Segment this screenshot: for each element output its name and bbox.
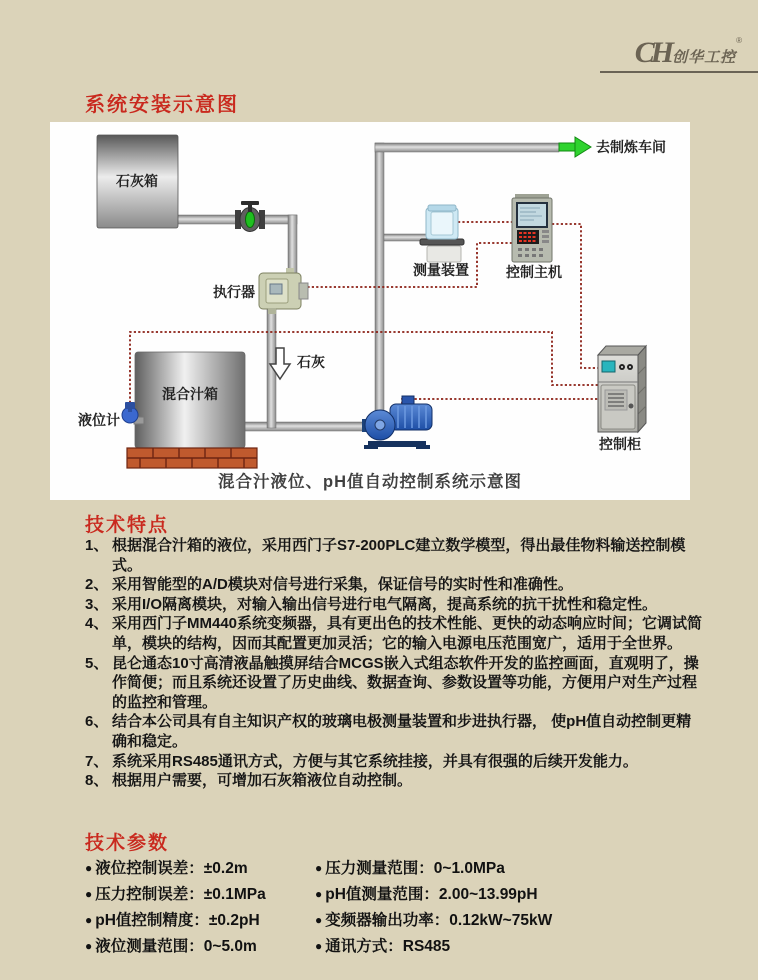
param-label: 通讯方式：	[325, 938, 403, 955]
control-cabinet	[598, 346, 646, 432]
bullet-icon: ●	[315, 913, 323, 927]
signal-host-to-cabinet	[552, 224, 598, 368]
param-value: ±0.2m	[203, 860, 248, 877]
feature-text: 昆仑通态10寸高清液晶触摸屏结合MCGS嵌入式组态软件开发的监控画面，直观明了，操作简便；而且系统还设置了历史曲线、数据查询、参数设置等功能，方便用户对生产过程的监控和管理。	[112, 654, 699, 711]
feature-item	[85, 771, 703, 791]
param-value: RS485	[402, 938, 451, 955]
param-row	[85, 856, 315, 882]
pipe-elbow-down	[288, 215, 297, 277]
feature-text: 根据用户需要，可增加石灰箱液位自动控制。	[112, 772, 413, 790]
feature-number: 4、	[85, 615, 109, 633]
feature-text: 根据混合汁箱的液位，采用西门子S7-200PLC建立数学模型，得出最佳物料输送控制模式。	[112, 537, 686, 574]
pipe-tank-to-valve	[177, 215, 241, 224]
feature-item	[85, 536, 703, 575]
param-row	[85, 934, 315, 960]
signal-host-to-actuator	[308, 243, 512, 287]
params-heading: 技术参数	[85, 833, 170, 854]
param-row	[85, 908, 315, 934]
feature-number: 2、	[85, 576, 109, 594]
feature-item	[85, 614, 703, 653]
outflow-label: 去制炼车间	[596, 139, 666, 155]
measuring-device-label: 测量装置	[413, 262, 469, 278]
signal-pump-to-cabinet	[402, 399, 598, 404]
feature-number: 1、	[85, 537, 109, 554]
valve	[235, 201, 265, 232]
param-row	[315, 882, 685, 908]
control-cabinet-label: 控制柜	[599, 436, 641, 452]
feature-text: 结合本公司具有自主知识产权的玻璃电极测量装置和步进执行器， 使pH值自动控制更精确和稳定。	[112, 713, 692, 750]
bullet-icon: ●	[85, 861, 93, 875]
page-title: 系统安装示意图	[85, 94, 239, 116]
measuring-device	[420, 205, 464, 262]
brick-base	[127, 448, 257, 468]
feature-text: 采用智能型的A/D模块对信号进行采集，保证信号的实时性和准确性。	[112, 576, 573, 594]
feature-number: 3、	[85, 595, 109, 613]
company-logo	[635, 36, 742, 70]
feature-item	[85, 752, 703, 772]
mix-juice-tank-label: 混合汁箱	[162, 386, 218, 402]
level-gauge-label: 液位计	[78, 412, 120, 428]
pump	[362, 396, 432, 449]
outflow-arrow-icon	[559, 137, 591, 157]
actuator-label: 执行器	[213, 284, 255, 300]
params-grid	[85, 856, 685, 960]
bullet-icon: ●	[85, 939, 93, 953]
lime-tank-label: 石灰箱	[116, 173, 158, 189]
param-label: 液位测量范围：	[95, 938, 204, 955]
features-list	[85, 536, 703, 791]
param-value: 0~5.0m	[203, 938, 257, 955]
param-row	[315, 908, 685, 934]
feature-item	[85, 712, 703, 751]
pipe-top-horizontal	[375, 143, 559, 152]
control-host	[512, 194, 552, 262]
param-value: ±0.2pH	[208, 912, 260, 929]
feature-number: 7、	[85, 752, 109, 770]
param-value: 0~1.0MPa	[433, 860, 505, 877]
feature-number: 8、	[85, 772, 109, 790]
system-diagram-panel	[50, 122, 690, 500]
actuator	[259, 268, 308, 314]
param-row	[315, 856, 685, 882]
bullet-icon: ●	[315, 887, 323, 901]
param-label: 压力控制误差：	[95, 886, 204, 903]
diagram-caption: 混合汁液位、pH值自动控制系统示意图	[218, 473, 522, 491]
feature-text: 系统采用RS485通讯方式，方便与其它系统挂接，并具有很强的后续开发能力。	[112, 752, 638, 770]
bullet-icon: ●	[315, 939, 323, 953]
param-value: ±0.1MPa	[203, 886, 266, 903]
lime-tank	[97, 135, 178, 228]
param-row	[85, 882, 315, 908]
feature-text: 采用西门子MM440系统变频器，具有更出色的技术性能、更快的动态响应时间；它调试简单，模块的结构，因而其配置更加灵活；它的输入电源电压范围宽广，适用于全世界。	[112, 615, 703, 652]
mix-juice-tank	[135, 352, 245, 448]
control-host-label: 控制主机	[506, 264, 562, 280]
param-value: 0.12kW~75kW	[449, 912, 553, 929]
param-label: 压力测量范围：	[325, 860, 434, 877]
feature-item	[85, 595, 703, 615]
feature-number: 6、	[85, 713, 109, 731]
logo-company-name: 创华工控	[672, 49, 737, 66]
registered-trademark-icon: ®	[736, 36, 742, 45]
features-heading: 技术特点	[85, 515, 170, 536]
header-divider	[600, 71, 758, 73]
lime-label: 石灰	[297, 354, 325, 370]
param-label: 变频器输出功率：	[325, 912, 450, 929]
param-value: 2.00~13.99pH	[438, 886, 538, 903]
cabinet-screen	[602, 361, 615, 372]
bullet-icon: ●	[315, 861, 323, 875]
feature-item	[85, 654, 703, 713]
param-label: pH值控制精度：	[95, 912, 209, 929]
bullet-icon: ●	[85, 887, 93, 901]
logo-monogram-icon: CH	[634, 36, 671, 69]
feature-number: 5、	[85, 654, 109, 672]
bullet-icon: ●	[85, 913, 93, 927]
valve-indicator	[246, 212, 255, 228]
param-label: 液位控制误差：	[95, 860, 204, 877]
param-label: pH值测量范围：	[325, 886, 439, 903]
feature-text: 采用I/O隔离模块，对输入输出信号进行电气隔离，提高系统的抗干扰性和稳定性。	[112, 595, 658, 613]
system-diagram	[50, 122, 690, 500]
param-row	[315, 934, 685, 960]
feature-item	[85, 575, 703, 595]
